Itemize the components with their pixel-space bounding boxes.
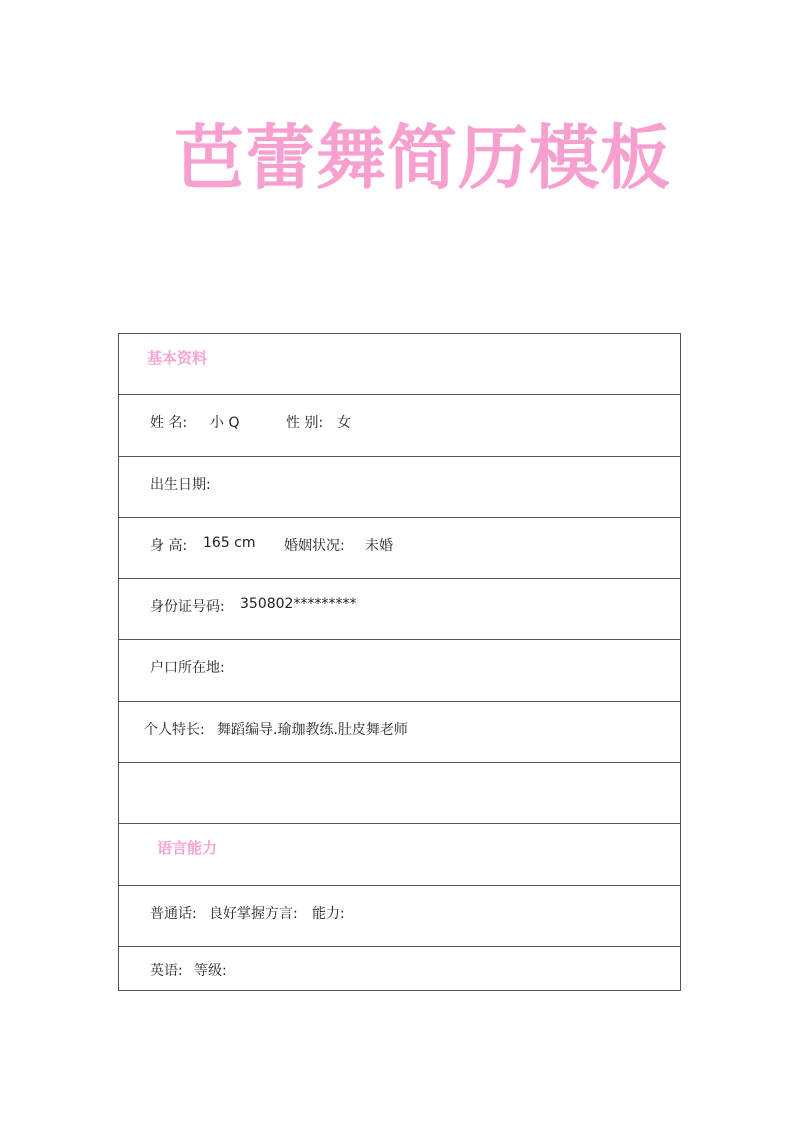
english-label: 英语:: [150, 962, 183, 979]
gender-label: 性 别:: [286, 415, 324, 432]
name-value: 小 Q: [210, 415, 240, 432]
english-level-label: 等级:: [194, 962, 227, 979]
marital-label: 婚姻状况:: [284, 537, 345, 554]
birthdate-label: 出生日期:: [150, 476, 211, 493]
dialect-ability-label: 能力:: [312, 905, 345, 922]
section-heading-basic: 基本资料: [147, 349, 208, 367]
mandarin-value: 良好掌握方言:: [209, 905, 298, 922]
id-number-value: 350802*********: [240, 596, 357, 613]
table-row-section-language: [119, 824, 680, 885]
height-value: 165 cm: [203, 534, 256, 551]
table-row-hukou: [119, 640, 680, 701]
table-row-birthdate: [119, 457, 680, 518]
specialty-label: 个人特长:: [144, 721, 205, 738]
height-label: 身 高:: [150, 537, 188, 554]
table-row-id-number: [119, 579, 680, 640]
table-row-height-marital: [119, 518, 680, 579]
table-row-english: [119, 947, 680, 990]
resume-form-table: [118, 333, 681, 991]
page-title: 芭蕾舞简历模板: [174, 117, 671, 199]
mandarin-label: 普通话:: [150, 905, 197, 922]
hukou-label: 户口所在地:: [150, 660, 225, 677]
specialty-value: 舞蹈编导.瑜珈教练.肚皮舞老师: [217, 721, 408, 738]
table-row-specialty: [119, 702, 680, 763]
table-row-name-gender: [119, 395, 680, 456]
gender-value: 女: [337, 415, 351, 432]
table-row-empty: [119, 763, 680, 824]
section-heading-language: 语言能力: [157, 839, 218, 858]
name-label: 姓 名:: [150, 415, 188, 432]
table-row-mandarin: [119, 886, 680, 947]
table-row-section-basic: [119, 334, 680, 395]
marital-value: 未婚: [365, 537, 393, 554]
id-number-label: 身份证号码:: [150, 599, 225, 616]
